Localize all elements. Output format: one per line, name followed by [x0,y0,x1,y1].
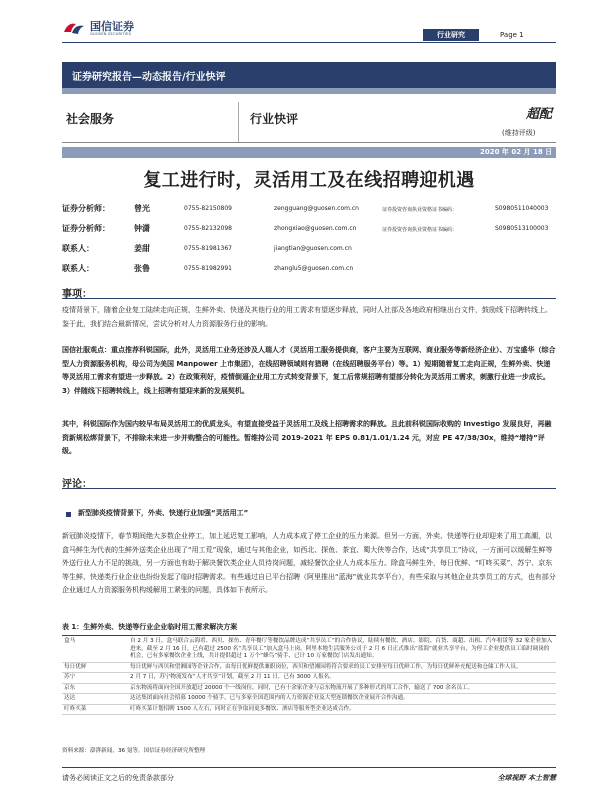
view-paragraph-1: 国信社服观点：重点推荐科锐国际，此外，灵活用工业务还涉及人瑞人才（灵活用工服务提供商，客户主要为互联网、商业服务等新经济企业）、万宝盛华（综合型人力资源服务机构，母公司为美国 Manpower 上市集团），在线招聘领域则有猎聘（在线招聘服务平台）等。1）短期随着复工走向正规，生鲜外卖、快递等灵活用工需求有望进一步释放。2）在政策利好，疫情倒逼企业用工方式转变背景下，复工后常规招聘有望部分转化为灵活用工需求，刺激行业进一步成长。3）伴随线下招聘转线上，线上招聘有望迎来新的发展契机。 [62,346,556,395]
footer-rule [62,767,556,768]
analyst-cert: S0980511040003 [495,205,549,212]
analyst-email[interactable]: zhanglu5@guosen.com.cn [274,265,354,272]
cell-desc: 京东物流将面向全国开放超过 20000 个一线岗位，同时，已有十余家企业与京东物流开展了多种形式的用工合作，输送了 700 余名员工。 [128,683,556,694]
analyst-phone: 0755-82132098 [184,225,232,232]
table-row [62,673,556,684]
cell-desc: 自 2 月 3 日，盒马联合云海肴、西贝、探鱼、青年餐厅等餐饮品牌达成“共享员工”的合作协议，陆续有餐饮、酒店、影院、百货、商超、出租、汽车租赁等 32 家企业加入进来。截至 2 月 16 日，已有超过 2500 名“共享员工”加入盒马上岗。阿里本地生活服务公司于 2 月 6 日正式推出“蓝海”就业共享平台，为停工企业提供员工临时调岗的机会，已有多家餐饮企业上线，共计提供超过 1 万个“蜂鸟”骑手、已计 10 万家餐饮门店发出通知。 [128,637,556,662]
review-heading: 评论： [62,479,92,490]
analyst-role: 证券分析师： [62,204,110,213]
analyst-role: 证券分析师： [62,224,110,233]
report-type: 证券研究报告—动态报告/行业快评 [72,72,226,83]
analyst-cert: S0980513100003 [495,225,549,232]
table-source: 资料来源：澎湃新闻，36 氪等，国信证券经济研究所整理 [62,748,206,754]
sector-divider [238,102,239,142]
header-rule [62,42,556,43]
analyst-email[interactable]: zengguang@guosen.com.cn [274,205,359,212]
matters-rule [62,298,556,299]
analyst-cert-label: 证券投资咨询执业资格证书编码： [382,227,458,233]
table-row [62,694,556,705]
brand-sub: GUOSEN SECURITIES [90,32,132,36]
rating-note: (维持评级) [502,129,536,137]
cell-desc: 2 月 7 日，苏宁物流发布“人才共享”计划，截至 2 月 11 日，已有 3000 人报名。 [128,673,556,684]
footer-slogan: 全球视野 本土智慧 [497,773,556,782]
table-row [62,704,556,715]
review-bullet: 新型肺炎疫情背景下，外卖、快递行业加强“灵活用工” [78,509,249,517]
analyst-phone: 0755-81981367 [184,245,232,252]
table-caption: 表 1：生鲜外卖、快递等行业企业临时用工需求解决方案 [62,623,238,631]
analyst-email[interactable]: jiangtian@guosen.com.cn [274,245,352,252]
analyst-name: 曾光 [134,204,150,213]
cell-company: 每日优鲜 [62,662,128,673]
table-row [62,683,556,694]
analyst-row [62,260,556,280]
cell-desc: 叮咚买菜计划招聘 1500 人左右，同时正在争取同更多餐饮、酒店等服务型企业达成合作。 [128,704,556,715]
analyst-name: 张鲁 [134,264,150,273]
footer-disclaimer: 请务必阅读正文之后的免责条款部分 [62,774,174,782]
table-row [62,637,556,662]
analyst-row [62,240,556,260]
analyst-table [62,200,556,280]
sector: 社会服务 [66,112,115,126]
sector-rule [62,142,556,143]
report-date: 2020 年 02 月 18 日 [480,148,553,156]
rating: 超配 [526,107,553,122]
cell-company: 叮咚买菜 [62,704,128,715]
guosen-logo-icon [62,18,86,38]
analyst-name: 姜甜 [134,244,150,253]
review-rule [62,488,556,489]
matters-text: 疫情背景下，随着企业复工陆续走向正规，生鲜外卖、快递及其他行业的用工需求有望逐步释放，同时人社部及各地政府相继出台文件，鼓励线下招聘转线上。鉴于此，我们结合最新情况，尝试分析对人力资源服务行业的影响。 [62,306,552,328]
review-paragraph: 新冠肺炎疫情下，春节期间绝大多数企业停工，加上延迟复工影响，人力成本成了停工企业的压力来源。但另一方面，外卖、快递等行业却迎来了用工高潮，以盒马鲜生为代表的生鲜外送类企业出现了“用工荒”现象，通过与其他企业，如西北、探鱼、茶宜、蜀大侠等合作，达成“共享员工”协议，一方面可以缓解生鲜等外送行业人力不足的挑战，另一方面也有助于解决餐饮类企业人员待岗问题，减轻餐饮企业人力成本压力。除盒马鲜生外，每日优鲜、“叮咚买菜”、苏宁、京东等生鲜、快递类行业企业也纷纷发起了临时招聘需求。有些通过自已平台招聘（阿里推出“蓝海”就业共享平台），有些采取与其他企业共享员工的方式，也有部分企业通过人力资源服务机构缓解用工紧张的问题，具体如下表所示。 [62,532,556,594]
report-title: 复工进行时，灵活用工及在线招聘迎机遇 [143,170,475,191]
report-type-bar-lower [62,88,556,94]
analyst-role: 联系人： [62,264,94,273]
analyst-phone: 0755-82150809 [184,205,232,212]
page-number: Page 1 [500,31,524,39]
view-paragraph-2: 其中，科锐国际作为国内较早布局灵活用工的优质龙头，有望直接受益于灵活用工及线上招聘需求的释放。且此前科锐国际收购的 Investigo 发展良好，再融资新规松绑背景下，不排除未来进一步并购整合的可能性。暂维持公司 2019-2021 年 EPS 0.81/1.01/1.24 元，对应 PE 47/38/30x，维持“增持”评级。 [62,420,552,455]
cell-company: 苏宁 [62,673,128,684]
cell-desc: 达达集团面向社会招募 10000 个骑手，已与多家全国范围内的人力资源企业及大型连锁餐饮企业展开合作沟通。 [128,694,556,705]
analyst-row [62,220,556,240]
matters-heading: 事项： [62,289,92,300]
analyst-row [62,200,556,220]
solution-table [62,637,556,715]
logo [62,16,172,42]
cell-company: 京东 [62,683,128,694]
table-row [62,662,556,673]
analyst-phone: 0755-81982991 [184,265,232,272]
header-tag: 行业研究 [423,29,479,41]
analyst-cert-label: 证券投资咨询执业资格证书编码： [382,207,458,213]
cell-company: 达达 [62,694,128,705]
cell-desc: 每日优鲜与西贝和望湘园等企业合作，由每日优鲜提供兼职岗位，西贝和望湘园将符合要求的员工安排至每日优鲜工作，为每日优鲜补充配送和仓储工作人员。 [128,662,556,673]
table-top-rule [62,635,556,636]
analyst-email[interactable]: zhongxiao@guosen.com.cn [274,225,357,232]
bullet-square-icon [66,512,71,517]
cell-company: 盒马 [62,637,128,662]
analyst-role: 联系人： [62,244,94,253]
report-kind: 行业快评 [250,112,299,126]
brand-name: 国信证券 [90,20,134,33]
analyst-name: 钟潇 [134,224,150,233]
